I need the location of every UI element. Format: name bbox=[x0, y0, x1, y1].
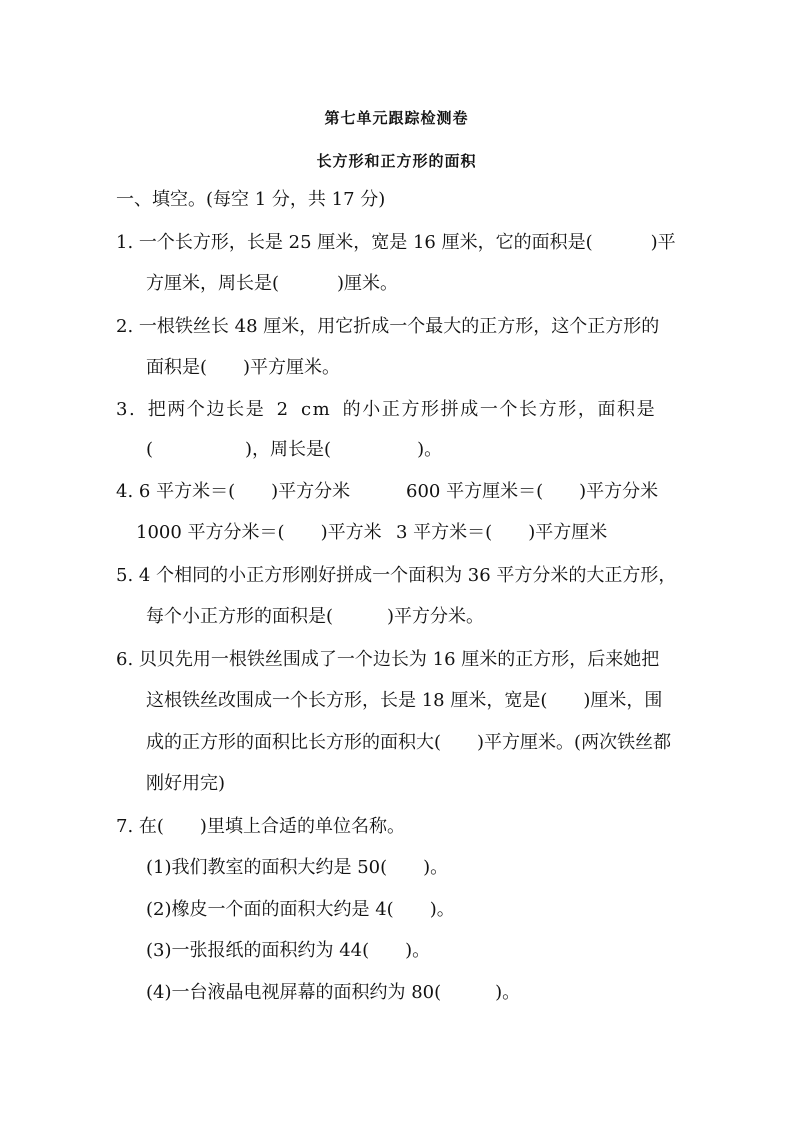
q4-text-d1: 3 平方米＝( bbox=[396, 522, 493, 543]
q3-text-c: )。 bbox=[417, 439, 443, 460]
q7-text-b: )里填上合适的单位名称。 bbox=[199, 816, 405, 837]
page-subtitle: 长方形和正方形的面积 bbox=[316, 152, 477, 170]
question-7-item-1 bbox=[146, 857, 448, 879]
question-2: 2. 一根铁丝长 48 厘米，用它折成一个最大的正方形，这个正方形的 bbox=[116, 316, 660, 337]
q2-text-a: 面积是( bbox=[146, 357, 208, 378]
q4-text-a1: 4. 6 平方米＝( bbox=[116, 481, 236, 502]
q4-text-b1: 600 平方厘米＝( bbox=[406, 481, 544, 502]
q4-text-c1: 1000 平方分米＝( bbox=[136, 522, 285, 543]
question-6: 6. 贝贝先用一根铁丝围成了一个边长为 16 厘米的正方形，后来她把 bbox=[116, 649, 660, 670]
q7-s1-text-b: )。 bbox=[423, 857, 449, 878]
question-6-cont-3: 刚好用完) bbox=[146, 773, 226, 794]
q5-text-b: )平方分米。 bbox=[387, 606, 485, 627]
q7-text-a: 7. 在( bbox=[116, 816, 164, 837]
q3-text-a: ( bbox=[146, 439, 154, 460]
q1-text-c: 方厘米，周长是( bbox=[146, 273, 280, 294]
q7-s2-text-a: (2)橡皮一个面的面积大约是 4( bbox=[146, 899, 394, 920]
question-5-cont bbox=[146, 606, 484, 628]
question-4-row-1 bbox=[116, 481, 350, 503]
q1-text-a: 1. 一个长方形，长是 25 厘米，宽是 16 厘米，它的面积是( bbox=[116, 232, 593, 253]
section-heading: 一、填空。(每空 1 分，共 17 分) bbox=[116, 189, 386, 210]
q4-text-d2: )平方厘米 bbox=[528, 522, 608, 543]
q5-text-a: 每个小正方形的面积是( bbox=[146, 606, 334, 627]
q6-text-c: 成的正方形的面积比长方形的面积大( bbox=[146, 732, 442, 753]
question-7-item-3 bbox=[146, 940, 430, 962]
q7-s3-text-a: (3)一张报纸的面积约为 44( bbox=[146, 940, 370, 961]
q4-text-c2: )平方米 bbox=[320, 522, 382, 543]
question-7-item-4 bbox=[146, 982, 520, 1004]
question-2-cont bbox=[146, 357, 340, 379]
question-4-row-1b bbox=[406, 481, 658, 503]
q1-text-b: )平 bbox=[650, 232, 676, 253]
page-title: 第七单元跟踪检测卷 bbox=[324, 109, 469, 127]
question-3: 3. 把两个边长是 2 cm 的小正方形拼成一个长方形，面积是 bbox=[116, 399, 657, 420]
q7-s4-text-b: )。 bbox=[495, 982, 521, 1003]
question-6-cont-1 bbox=[146, 690, 662, 712]
q4-text-b2: )平方分米 bbox=[579, 481, 659, 502]
question-1 bbox=[116, 232, 676, 254]
q7-s3-text-b: )。 bbox=[405, 940, 431, 961]
q2-text-b: )平方厘米。 bbox=[243, 357, 341, 378]
question-3-cont bbox=[146, 439, 442, 461]
question-7-item-2 bbox=[146, 899, 455, 921]
question-6-cont-2 bbox=[146, 732, 671, 754]
question-7 bbox=[116, 816, 405, 838]
q7-s2-text-b: )。 bbox=[429, 899, 455, 920]
q7-s4-text-a: (4)一台液晶电视屏幕的面积约为 80( bbox=[146, 982, 442, 1003]
q6-text-a: 这根铁丝改围成一个长方形，长是 18 厘米，宽是( bbox=[146, 690, 548, 711]
q4-text-a2: )平方分米 bbox=[271, 481, 351, 502]
q3-text-b: )，周长是( bbox=[245, 439, 332, 460]
question-4-row-2 bbox=[136, 522, 382, 544]
q7-s1-text-a: (1)我们教室的面积大约是 50( bbox=[146, 857, 388, 878]
question-1-cont bbox=[146, 273, 398, 295]
q6-text-b: )厘米，围 bbox=[583, 690, 663, 711]
q6-text-d: )平方厘米。(两次铁丝都 bbox=[477, 732, 672, 753]
question-4-row-2b bbox=[396, 522, 607, 544]
question-5: 5. 4 个相同的小正方形刚好拼成一个面积为 36 平方分米的大正方形， bbox=[116, 565, 677, 586]
q1-text-d: )厘米。 bbox=[337, 273, 399, 294]
